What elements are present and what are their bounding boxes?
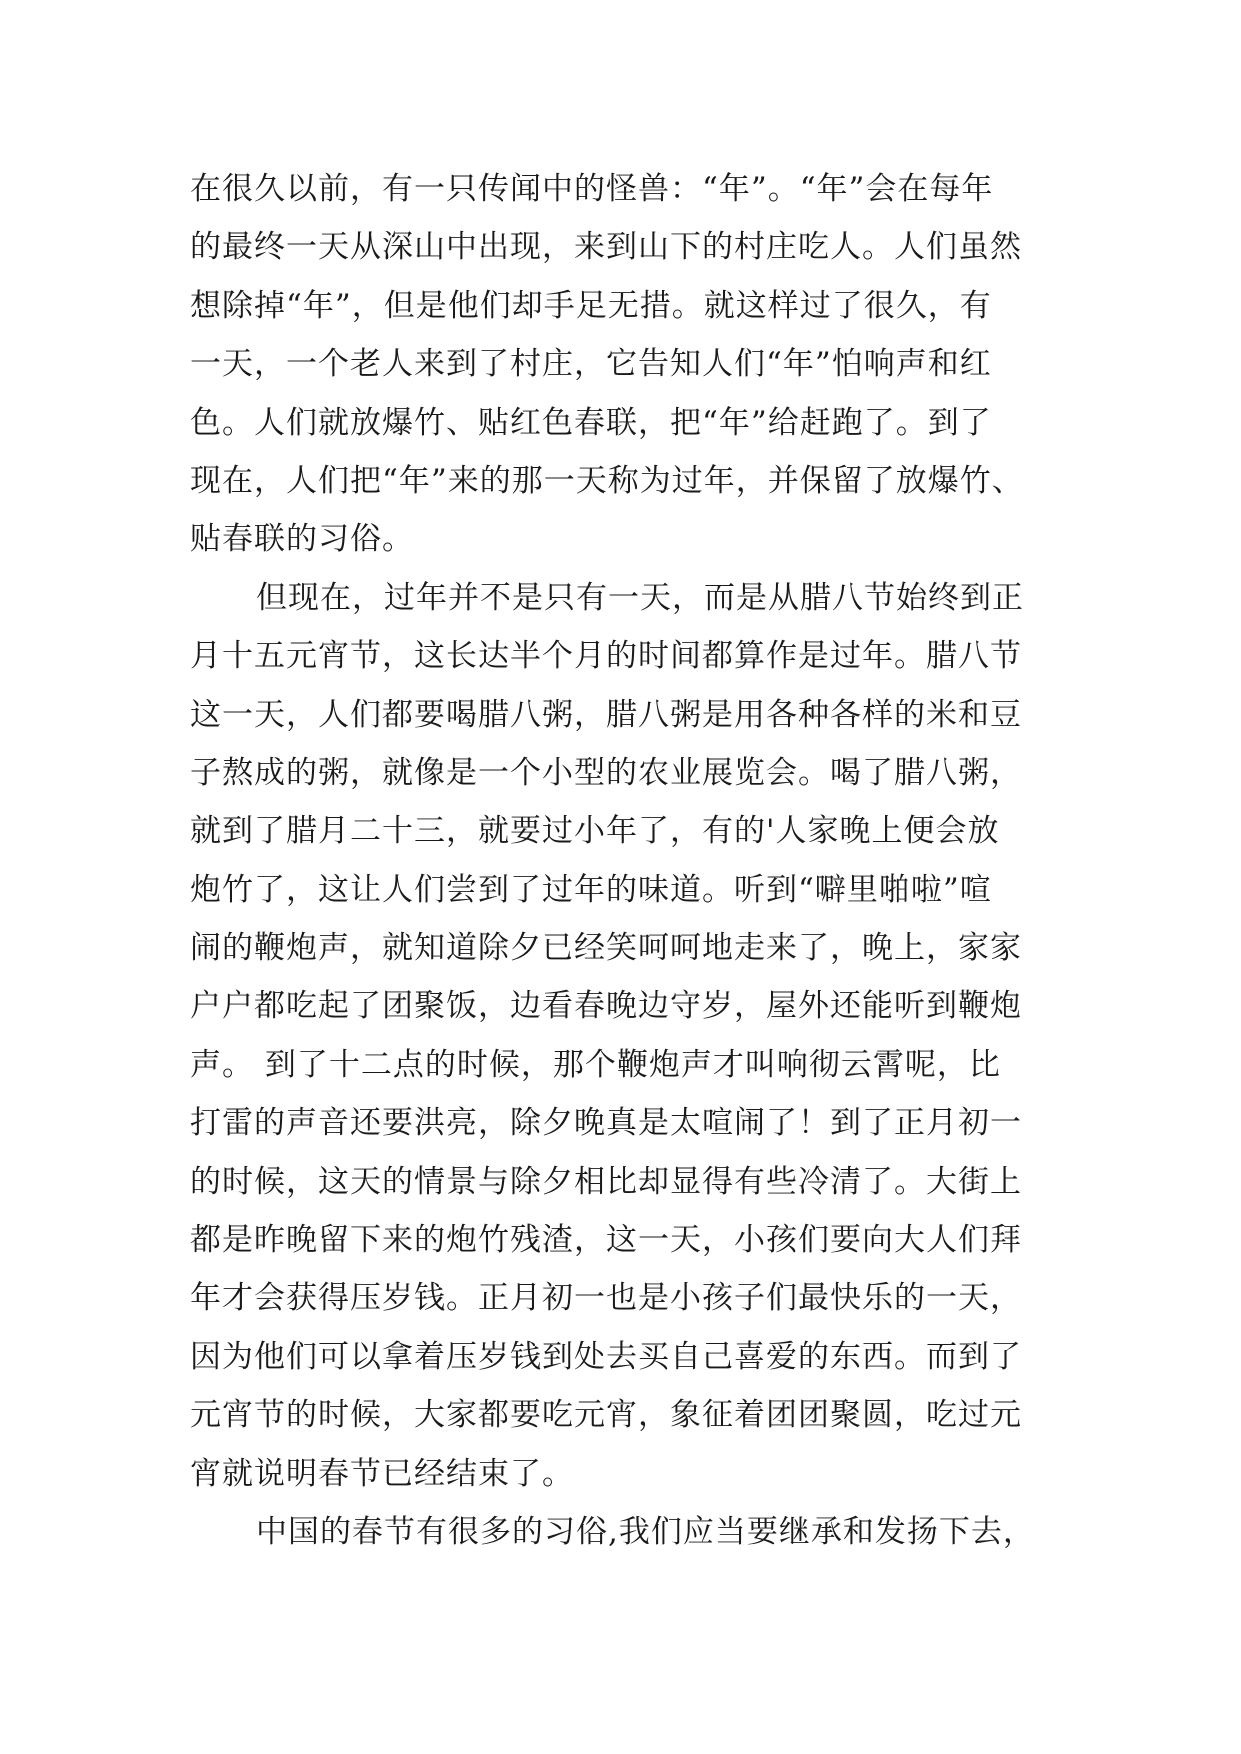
text-line: 就到了腊月二十三，就要过小年了，有的'人家晚上便会放: [190, 813, 1000, 850]
text-line: 月十五元宵节，这长达半个月的时间都算作是过年。腊八节: [190, 638, 1022, 675]
text-line: 中国的春节有很多的习俗,我们应当要继承和发扬下去，: [256, 1513, 1035, 1550]
text-line: 闹的鞭炮声，就知道除夕已经笑呵呵地走来了，晚上，家家: [190, 930, 1022, 967]
text-line: 声。 到了十二点的时候，那个鞭炮声才叫响彻云霄呢，比: [190, 1046, 1001, 1083]
text-line: 都是昨晚留下来的炮竹残渣，这一天，小孩们要向大人们拜: [190, 1222, 1022, 1259]
text-line: 贴春联的习俗。: [190, 521, 414, 558]
text-line: 户户都吃起了团聚饭，边看春晚边守岁，屋外还能听到鞭炮: [190, 988, 1022, 1025]
text-line: 但现在，过年并不是只有一天，而是从腊八节始终到正: [256, 579, 1024, 616]
text-line: 年才会获得压岁钱。正月初一也是小孩子们最快乐的一天，: [190, 1280, 1022, 1317]
text-line: 宵就说明春节已经结束了。: [190, 1455, 574, 1492]
text-line: 想除掉“年”，但是他们却手足无措。就这样过了很久，有: [190, 287, 992, 324]
text-line: 在很久以前，有一只传闻中的怪兽：“年”。“年”会在每年: [190, 171, 994, 207]
text-line: 一天，一个老人来到了村庄，它告知人们“年”怕响声和红: [190, 346, 992, 383]
text-line: 打雷的声音还要洪亮，除夕晚真是太喧闹了！到了正月初一: [190, 1105, 1022, 1142]
text-line: 因为他们可以拿着压岁钱到处去买自己喜爱的东西。而到了: [190, 1338, 1022, 1375]
text-line: 这一天，人们都要喝腊八粥，腊八粥是用各种各样的米和豆: [190, 696, 1022, 733]
text-line: 色。人们就放爆竹、贴红色春联，把“年”给赶跑了。到了: [190, 404, 992, 441]
essay-body: [190, 160, 1050, 1561]
text-line: 的时候，这天的情景与除夕相比却显得有些冷清了。大街上: [190, 1163, 1022, 1200]
text-line: 炮竹了，这让人们尝到了过年的味道。听到“噼里啪啦”喧: [190, 871, 992, 908]
text-line: 现在，人们把“年”来的那一天称为过年，并保留了放爆竹、: [190, 462, 1024, 499]
text-line: 元宵节的时候，大家都要吃元宵，象征着团团聚圆，吃过元: [190, 1397, 1022, 1434]
text-line: 子熬成的粥，就像是一个小型的农业展览会。喝了腊八粥，: [190, 754, 1022, 791]
text-line: 的最终一天从深山中出现，来到山下的村庄吃人。人们虽然: [190, 229, 1022, 266]
